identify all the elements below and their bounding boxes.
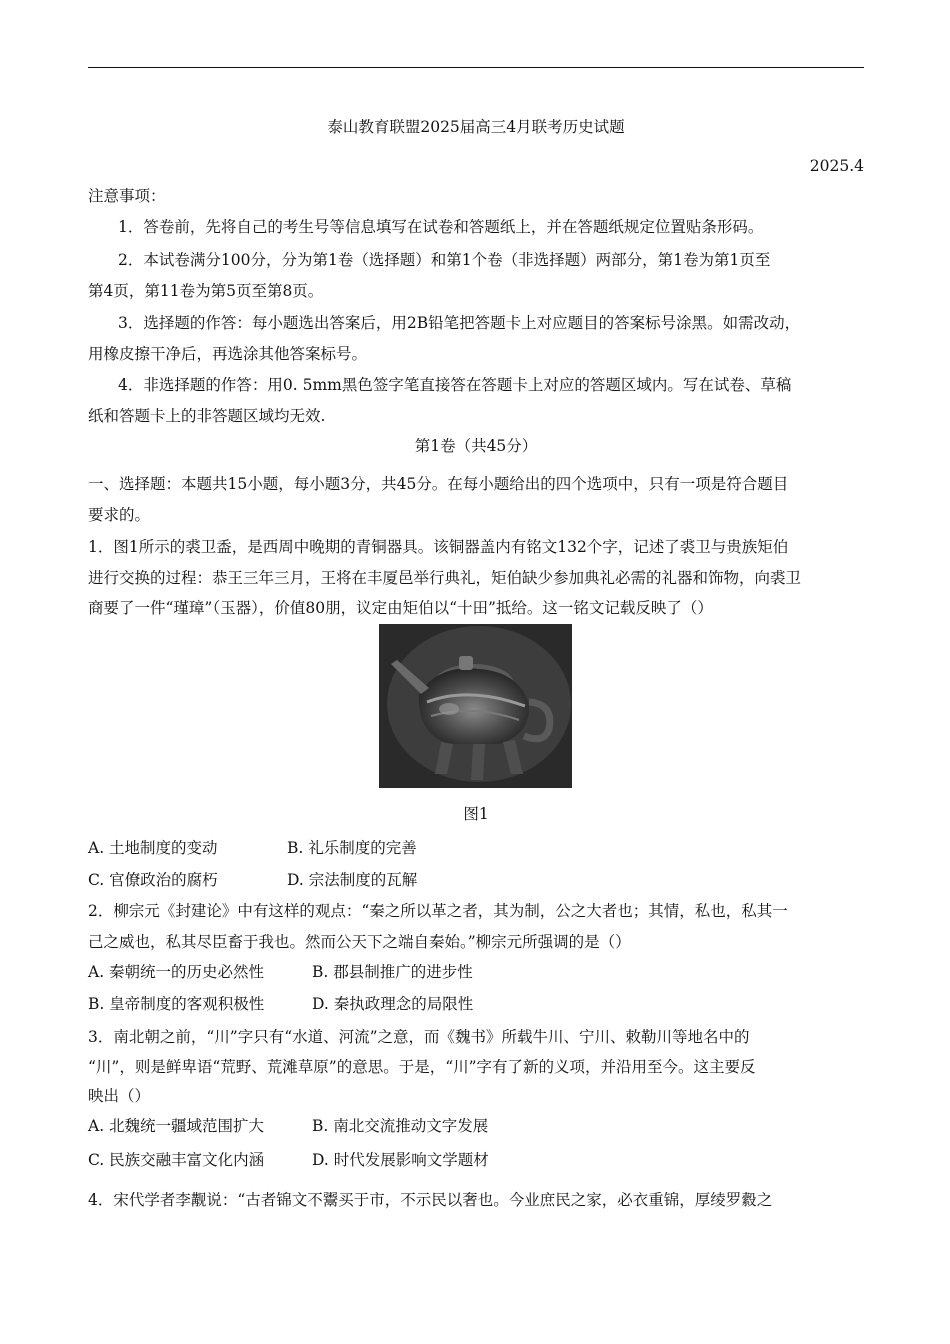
question-3-text: 3．南北朝之前，“川”字只有“水道、河流”之意，而《魏书》所载牛川、宁川、敕勒川等地名中的 [88, 1028, 750, 1046]
question-2-option: B. 郡县制推广的进步性 [312, 963, 473, 981]
note-line: 1．答卷前，先将自己的考生号等信息填写在试卷和答题纸上，并在答题纸规定位置贴条形码。 [118, 218, 764, 236]
section-intro: 要求的。 [88, 506, 151, 524]
note-line: 4．非选择题的作答：用0. 5mm黑色签字笔直接答在答题卡上对应的答题区域内。写在试卷、草稿 [118, 376, 792, 394]
question-2-option: B. 皇帝制度的客观积极性 [88, 995, 265, 1013]
note-line: 第4页，第11卷为第5页至第8页。 [88, 282, 324, 300]
exam-date: 2025.4 [809, 157, 864, 175]
question-4-text: 4．宋代学者李觏说：“古者锦文不鬻买于市，不示民以奢也。今业庶民之家，必衣重锦，厚绫罗縠之 [88, 1191, 773, 1209]
question-1-option: D. 宗法制度的瓦解 [287, 871, 418, 889]
note-line: 2．本试卷满分100分，分为第1卷（选择题）和第1个卷（非选择题）两部分，第1卷为第1页至 [118, 251, 771, 269]
section-intro: 一、选择题：本题共15小题，每小题3分，共45分。在每小题给出的四个选项中，只有一项是符合题目 [88, 475, 789, 493]
question-2-text: 己之威也，私其尽臣畜于我也。然而公天下之端自秦始。”柳宗元所强调的是（） [88, 933, 631, 951]
note-line: 用橡皮擦干净后，再选涂其他答案标号。 [88, 345, 368, 363]
question-2-option: D. 秦执政理念的局限性 [312, 995, 474, 1013]
question-1-text: 1．图1所示的裘卫盉，是西周中晚期的青铜器具。该铜器盖内有铭文132个字，记述了裘卫与贵族矩伯 [88, 538, 789, 556]
question-3-option: D. 时代发展影响文学题材 [312, 1151, 489, 1169]
figure-caption: 图1 [463, 805, 489, 823]
question-1-option: A. 土地制度的变动 [88, 839, 218, 857]
bronze-vessel-photo [379, 624, 572, 788]
question-2-option: A. 秦朝统一的历史必然性 [88, 963, 265, 981]
question-3-option: C. 民族交融丰富文化内涵 [88, 1151, 265, 1169]
question-1-option: C. 官僚政治的腐朽 [88, 871, 218, 889]
header-rule [88, 67, 864, 68]
question-2-text: 2．柳宗元《封建论》中有这样的观点：“秦之所以革之者，其为制，公之大者也；其情，私也，私其一 [88, 902, 788, 920]
question-1-text: 商要了一件“瑾璋”（玉器），价值80朋，议定由矩伯以“十田”抵给。这一铭文记载反映了（） [88, 599, 713, 617]
note-line: 纸和答题卡上的非答题区域均无效. [88, 407, 326, 425]
question-3-text: 映出（） [88, 1087, 151, 1105]
question-3-option: A. 北魏统一疆域范围扩大 [88, 1117, 265, 1135]
question-3-text: “川”，则是鲜卑语“荒野、荒滩草原”的意思。于是，“川”字有了新的义项，并沿用至今。这主要反 [88, 1058, 756, 1076]
notes-heading: 注意事项： [88, 187, 166, 205]
bronze-vessel-illustration [379, 624, 572, 788]
note-line: 3．选择题的作答：每小题选出答案后，用2B铅笔把答题卡上对应题目的答案标号涂黑。如需改动， [118, 314, 801, 332]
question-3-option: B. 南北交流推动文字发展 [312, 1117, 489, 1135]
question-1-text: 进行交换的过程：恭王三年三月，王将在丰厦邑举行典礼，矩伯缺少参加典礼必需的礼器和饰物，向裘卫 [88, 569, 802, 587]
question-1-option: B. 礼乐制度的完善 [287, 839, 417, 857]
section-title: 第1卷（共45分） [414, 437, 538, 455]
exam-title: 泰山教育联盟2025届高三4月联考历史试题 [327, 118, 625, 136]
